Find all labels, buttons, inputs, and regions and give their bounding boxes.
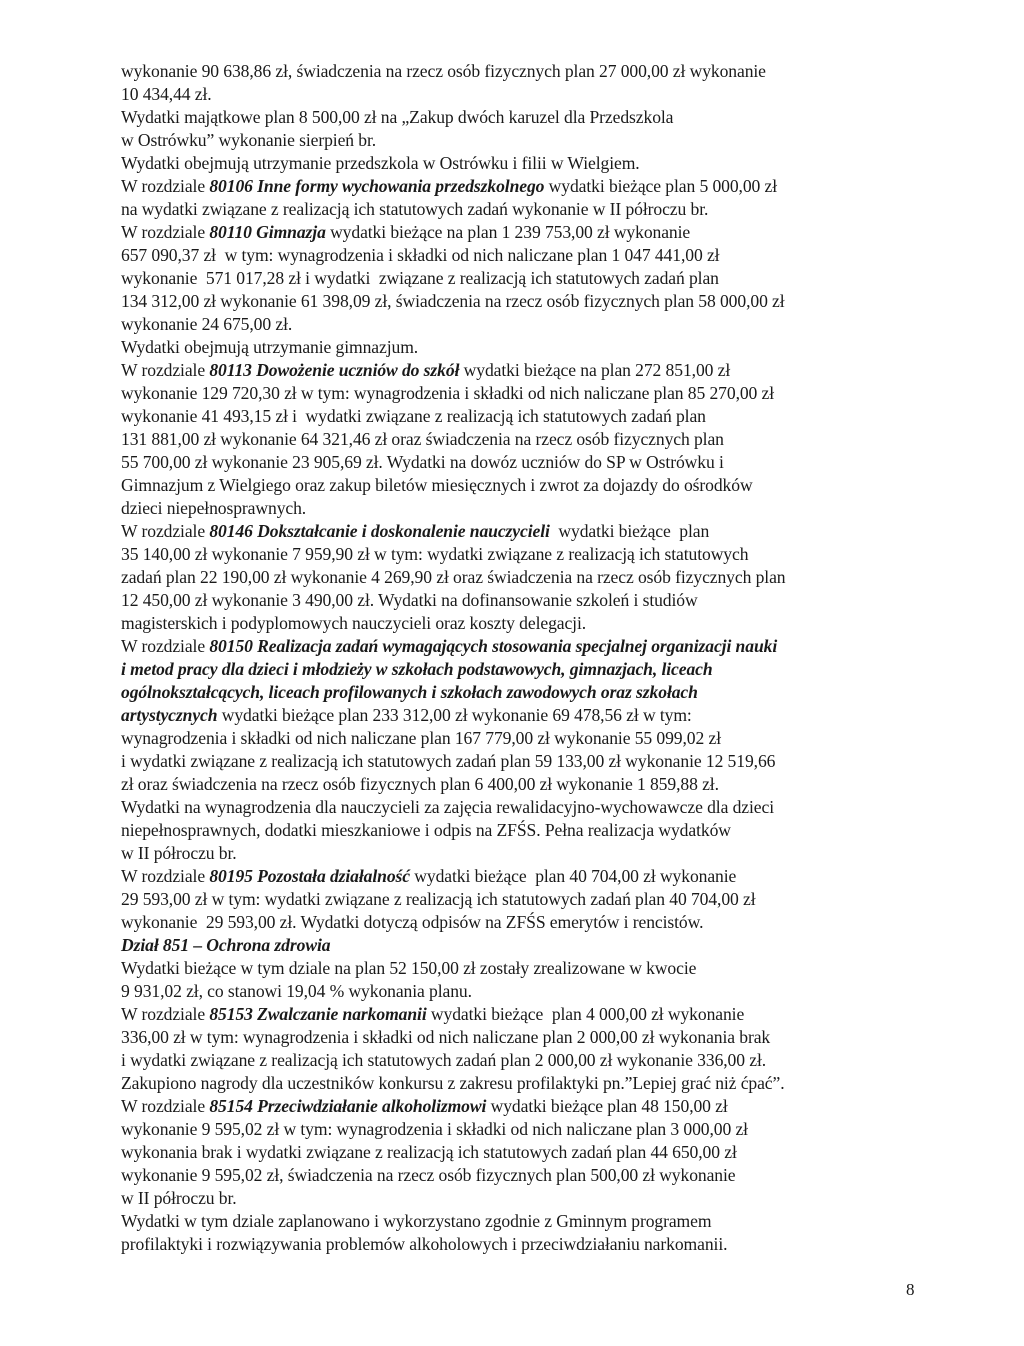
text-segment: W rozdziale (121, 360, 210, 380)
text-segment: wydatki bieżące plan 40 704,00 zł wykonanie (409, 866, 737, 886)
section-heading: artystycznych (121, 705, 218, 725)
section-heading: 85154 Przeciwdziałanie alkoholizmowi (209, 1096, 487, 1116)
text-segment: Zakupiono nagrody dla uczestników konkursu z zakresu profilaktyki pn.”Lepiej grać niż ćpać”. (121, 1073, 785, 1093)
text-segment: wydatki bieżące plan 48 150,00 zł (486, 1096, 728, 1116)
text-segment: wydatki bieżące na plan 1 239 753,00 zł wykonanie (325, 222, 691, 242)
text-segment: w II półroczu br. (121, 1188, 237, 1208)
text-segment: W rozdziale (121, 866, 210, 886)
text-line (121, 1233, 921, 1256)
text-line (121, 336, 921, 359)
section-heading: 80106 Inne formy wychowania przedszkolnego (209, 176, 545, 196)
section-heading: 80110 Gimnazja (209, 222, 326, 242)
text-segment: wykonanie 9 595,02 zł, świadczenia na rzecz osób fizycznych plan 500,00 zł wykonanie (121, 1165, 736, 1185)
text-segment: zadań plan 22 190,00 zł wykonanie 4 269,90 zł oraz świadczenia na rzecz osób fizycznych plan (121, 567, 786, 587)
text-line (121, 1072, 921, 1095)
document-body (121, 60, 921, 1256)
text-line (121, 980, 921, 1003)
text-line (121, 911, 921, 934)
text-segment: 9 931,02 zł, co stanowi 19,04 % wykonania planu. (121, 981, 472, 1001)
section-heading: 80146 Dokształcanie i doskonalenie nauczycieli (209, 521, 550, 541)
text-segment: dzieci niepełnosprawnych. (121, 498, 307, 518)
text-line (121, 60, 921, 83)
text-line (121, 451, 921, 474)
text-segment: wydatki bieżące plan 233 312,00 zł wykonanie 69 478,56 zł w tym: (217, 705, 692, 725)
text-line (121, 382, 921, 405)
text-segment: 336,00 zł w tym: wynagrodzenia i składki od nich naliczane plan 2 000,00 zł wykonania brak (121, 1027, 771, 1047)
text-line (121, 290, 921, 313)
text-segment: niepełnosprawnych, dodatki mieszkaniowe i odpis na ZFŚS. Pełna realizacja wydatków (121, 820, 731, 840)
text-line (121, 865, 921, 888)
text-line (121, 1095, 921, 1118)
text-line (121, 727, 921, 750)
text-segment: na wydatki związane z realizacją ich statutowych zadań wykonanie w II półroczu br. (121, 199, 709, 219)
text-line (121, 497, 921, 520)
section-heading: Dział 851 – Ochrona zdrowia (121, 935, 331, 955)
text-segment: wykonanie 129 720,30 zł w tym: wynagrodzenia i składki od nich naliczane plan 85 270,00 zł (121, 383, 775, 403)
text-line (121, 681, 921, 704)
text-segment: wykonania brak i wydatki związane z realizacją ich statutowych zadań plan 44 650,00 zł (121, 1142, 737, 1162)
text-segment: wydatki bieżące plan 4 000,00 zł wykonanie (426, 1004, 745, 1024)
text-segment: wydatki bieżące plan 5 000,00 zł (544, 176, 778, 196)
text-line (121, 1026, 921, 1049)
text-segment: Wydatki na wynagrodzenia dla nauczycieli za zajęcia rewalidacyjno-wychowawcze dla dzieci (121, 797, 774, 817)
text-line (121, 1210, 921, 1233)
text-line (121, 313, 921, 336)
text-segment: wykonanie 41 493,15 zł i wydatki związane z realizacją ich statutowych zadań plan (121, 406, 706, 426)
text-line (121, 819, 921, 842)
text-segment: profilaktyki i rozwiązywania problemów alkoholowych i przeciwdziałaniu narkomanii. (121, 1234, 728, 1254)
text-line (121, 106, 921, 129)
text-segment: 134 312,00 zł wykonanie 61 398,09 zł, świadczenia na rzecz osób fizycznych plan 58 000,00 zł (121, 291, 785, 311)
page-number: 8 (906, 1280, 915, 1299)
text-segment: i wydatki związane z realizacją ich statutowych zadań plan 2 000,00 zł wykonanie 336,00 zł. (121, 1050, 767, 1070)
text-segment: 35 140,00 zł wykonanie 7 959,90 zł w tym: wydatki związane z realizacją ich statutowych (121, 544, 749, 564)
text-segment: zł oraz świadczenia na rzecz osób fizycznych plan 6 400,00 zł wykonanie 1 859,88 zł. (121, 774, 719, 794)
text-line (121, 405, 921, 428)
text-line (121, 221, 921, 244)
text-line (121, 934, 921, 957)
text-line (121, 1003, 921, 1026)
text-line (121, 474, 921, 497)
text-line (121, 543, 921, 566)
text-segment: wydatki bieżące na plan 272 851,00 zł (459, 360, 731, 380)
text-line (121, 842, 921, 865)
text-segment: Gimnazjum z Wielgiego oraz zakup biletów miesięcznych i zwrot za dojazdy do ośrodków (121, 475, 753, 495)
text-segment: W rozdziale (121, 1096, 210, 1116)
text-segment: W rozdziale (121, 176, 210, 196)
text-segment: wykonanie 29 593,00 zł. Wydatki dotyczą odpisów na ZFŚS emerytów i rencistów. (121, 912, 704, 932)
text-segment: wykonanie 9 595,02 zł w tym: wynagrodzenia i składki od nich naliczane plan 3 000,00 zł (121, 1119, 748, 1139)
text-line (121, 520, 921, 543)
text-line (121, 773, 921, 796)
text-segment: Wydatki obejmują utrzymanie przedszkola w Ostrówku i filii w Wielgiem. (121, 153, 640, 173)
text-segment: wykonanie 571 017,28 zł i wydatki związane z realizacją ich statutowych zadań plan (121, 268, 719, 288)
text-segment: 131 881,00 zł wykonanie 64 321,46 zł oraz świadczenia na rzecz osób fizycznych plan (121, 429, 724, 449)
text-line (121, 359, 921, 382)
text-segment: 12 450,00 zł wykonanie 3 490,00 zł. Wydatki na dofinansowanie szkoleń i studiów (121, 590, 698, 610)
text-line (121, 704, 921, 727)
text-line (121, 244, 921, 267)
section-heading: 80195 Pozostała działalność (209, 866, 410, 886)
text-line (121, 1141, 921, 1164)
text-segment: wynagrodzenia i składki od nich naliczane plan 167 779,00 zł wykonanie 55 099,02 zł (121, 728, 721, 748)
text-line (121, 1187, 921, 1210)
text-segment: Wydatki w tym dziale zaplanowano i wykorzystano zgodnie z Gminnym programem (121, 1211, 712, 1231)
text-segment: 55 700,00 zł wykonanie 23 905,69 zł. Wydatki na dowóz uczniów do SP w Ostrówku i (121, 452, 724, 472)
text-line (121, 750, 921, 773)
text-line (121, 957, 921, 980)
text-segment: w Ostrówku” wykonanie sierpień br. (121, 130, 377, 150)
text-segment: wydatki bieżące plan (549, 521, 710, 541)
text-line (121, 589, 921, 612)
text-segment: W rozdziale (121, 1004, 210, 1024)
text-line (121, 175, 921, 198)
text-line (121, 198, 921, 221)
text-segment: wykonanie 24 675,00 zł. (121, 314, 293, 334)
text-line (121, 129, 921, 152)
text-line (121, 658, 921, 681)
text-line (121, 796, 921, 819)
text-line (121, 267, 921, 290)
text-line (121, 1049, 921, 1072)
section-heading: 80150 Realizacja zadań wymagających stosowania specjalnej organizacji nauki (209, 636, 778, 656)
section-heading: i metod pracy dla dzieci i młodzieży w szkołach podstawowych, gimnazjach, liceach (121, 659, 713, 679)
text-segment: Wydatki bieżące w tym dziale na plan 52 150,00 zł zostały zrealizowane w kwocie (121, 958, 697, 978)
text-line (121, 428, 921, 451)
text-segment: 29 593,00 zł w tym: wydatki związane z realizacją ich statutowych zadań plan 40 704,00 zł (121, 889, 756, 909)
text-line (121, 83, 921, 106)
text-segment: w II półroczu br. (121, 843, 237, 863)
text-line (121, 888, 921, 911)
text-segment: Wydatki majątkowe plan 8 500,00 zł na „Zakup dwóch karuzel dla Przedszkola (121, 107, 674, 127)
text-line (121, 612, 921, 635)
text-line (121, 152, 921, 175)
text-segment: magisterskich i podyplomowych nauczycieli oraz koszty delegacji. (121, 613, 587, 633)
text-segment: i wydatki związane z realizacją ich statutowych zadań plan 59 133,00 zł wykonanie 12 519,66 (121, 751, 776, 771)
text-segment: W rozdziale (121, 222, 210, 242)
section-heading: ogólnokształcących, liceach profilowanych i szkołach zawodowych oraz szkołach (121, 682, 698, 702)
text-line (121, 1164, 921, 1187)
text-segment: 657 090,37 zł w tym: wynagrodzenia i składki od nich naliczane plan 1 047 441,00 zł (121, 245, 720, 265)
text-line (121, 566, 921, 589)
text-segment: 10 434,44 zł. (121, 84, 212, 104)
text-segment: Wydatki obejmują utrzymanie gimnazjum. (121, 337, 419, 357)
text-segment: W rozdziale (121, 521, 210, 541)
text-segment: W rozdziale (121, 636, 210, 656)
text-line (121, 635, 921, 658)
text-segment: wykonanie 90 638,86 zł, świadczenia na rzecz osób fizycznych plan 27 000,00 zł wykonanie (121, 61, 766, 81)
section-heading: 85153 Zwalczanie narkomanii (209, 1004, 427, 1024)
section-heading: 80113 Dowożenie uczniów do szkół (209, 360, 460, 380)
text-line (121, 1118, 921, 1141)
